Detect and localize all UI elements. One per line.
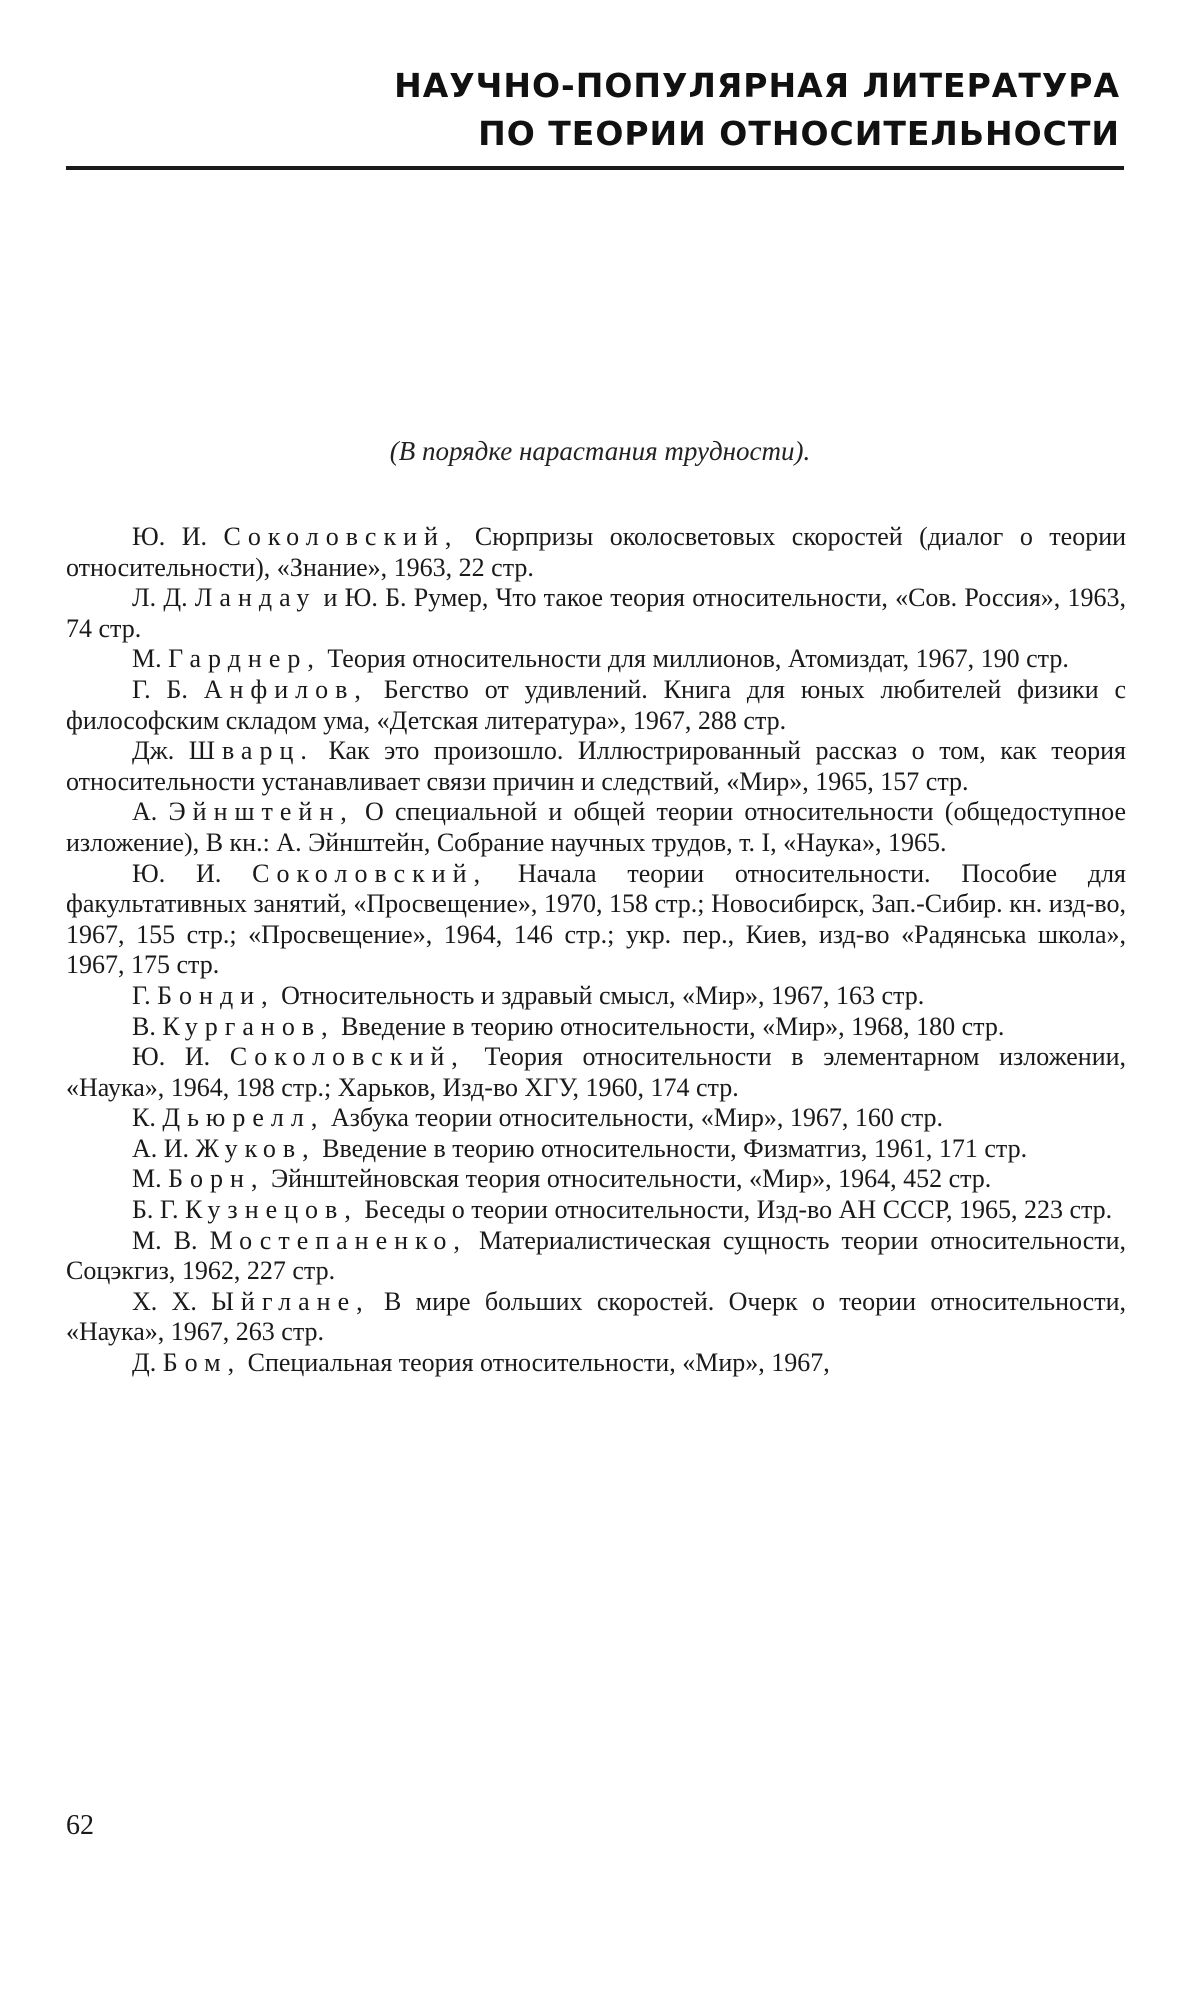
entry-author: Дьюрелл, (162, 1103, 325, 1133)
entry-author: Кузнецов, (185, 1195, 358, 1225)
entry-initials: Г. Б. (132, 674, 188, 704)
entry-author: Бонди, (157, 980, 275, 1010)
entry-citation: Беседы о теории относительности, Изд-во АН СССР, 1965, 223 стр. (364, 1195, 1113, 1225)
entry-citation: Азбука теории относительности, «Мир», 1967, 160 стр. (330, 1103, 944, 1133)
bibliography-entry (66, 1134, 1126, 1165)
entry-initials: Ю. И. (132, 858, 222, 888)
entry-author: Соколовский, (229, 1042, 465, 1072)
entry-initials: Д. (132, 1348, 157, 1378)
bibliography-entry (66, 1287, 1126, 1348)
entry-initials: М. (132, 1164, 162, 1194)
section-heading (394, 62, 1120, 158)
entry-initials: Л. Д. (132, 583, 188, 613)
heading-divider (66, 166, 1124, 170)
entry-author: Соколовский, (223, 522, 459, 551)
entry-citation: Как это произошло. Иллюстрированный рассказ о том, как теория относительности устанавливает связи причин и следствий, «Мир», 1965, 157 стр. (66, 736, 1127, 796)
entry-initials: Дж. (132, 736, 175, 766)
bibliography-entry (66, 1164, 1126, 1195)
bibliography-entry (66, 1012, 1126, 1043)
entry-author: Соколовский, (252, 858, 488, 888)
entry-citation: Введение в теорию относительности, Физматгиз, 1961, 171 стр. (322, 1133, 1028, 1163)
entry-citation: Теория относительности в элементарном изложении, «Наука», 1964, 198 стр.; Харьков, Изд-во ХГУ, 1960, 174 стр. (66, 1042, 1127, 1102)
bibliography-entry (66, 1195, 1126, 1226)
ordering-note: (В порядке нарастания трудности). (389, 436, 811, 466)
entry-citation: Материалистическая сущность теории относительности, Соцэкгиз, 1962, 227 стр. (66, 1225, 1127, 1286)
entry-citation: Начала теории относительности. Пособие для факультативных занятий, «Просвещение», 1970, 158 стр.; Новосибирск, Зап.-Сибир. кн. изд-во, 1967, 155 стр.; «Просвещение», 1964, 146 стр.; укр. пер., Киев, изд-во «Радянська школа», 1967, 175 стр. (66, 858, 1127, 980)
entry-author: Бом, (162, 1348, 242, 1378)
entry-author: Гарднер, (168, 644, 321, 674)
entry-initials: М. В. (132, 1225, 198, 1255)
entry-initials: А. И. (132, 1133, 190, 1163)
bibliography-list (66, 522, 1126, 1379)
entry-citation: Бегство от удивлений. Книга для юных любителей физики с философским складом ума, «Детская литература», 1967, 288 стр. (66, 674, 1127, 735)
bibliography-entry (66, 644, 1126, 675)
bibliography-entry (66, 797, 1126, 858)
entry-author: Курганов, (162, 1011, 335, 1041)
bibliography-entry (66, 1042, 1126, 1103)
bibliography-entry (66, 1226, 1126, 1287)
entry-initials: К. (132, 1103, 156, 1133)
entry-initials: В. (132, 1011, 156, 1041)
bibliography-entry (66, 981, 1126, 1012)
entry-author: Жуков, (195, 1133, 316, 1163)
entry-citation: Сюрпризы околосветовых скоростей (диалог о теории относительности), «Знание», 1963, 22 стр. (66, 522, 1127, 582)
page-number: 62 (66, 1810, 94, 1841)
entry-citation: Относительность и здравый смысл, «Мир», 1967, 163 стр. (281, 980, 925, 1010)
entry-initials: Б. Г. (132, 1195, 179, 1225)
bibliography-entry (66, 1348, 1126, 1379)
section-heading-line-1: НАУЧНО-ПОПУЛЯРНАЯ ЛИТЕРАТУРА (394, 66, 1120, 105)
entry-author: Шварц. (188, 736, 314, 766)
bibliography-entry (66, 675, 1126, 736)
entry-author: Ыйглане, (211, 1286, 370, 1316)
entry-author: Анфилов, (203, 674, 368, 704)
entry-author: Эйнштейн, (168, 797, 354, 827)
entry-author: Мостепаненко, (209, 1225, 467, 1255)
bibliography-entry (66, 583, 1126, 644)
entry-author: Ландау (194, 583, 317, 613)
entry-citation: Теория относительности для миллионов, Атомиздат, 1967, 190 стр. (327, 644, 1069, 674)
entry-citation: Введение в теорию относительности, «Мир», 1968, 180 стр. (341, 1011, 1005, 1041)
entry-citation: Эйнштейновская теория относительности, «Мир», 1964, 452 стр. (270, 1164, 992, 1194)
entry-author: Борн, (168, 1164, 265, 1194)
entry-initials: М. (132, 644, 162, 674)
bibliography-entry (66, 1103, 1126, 1134)
bibliography-entry (66, 522, 1126, 583)
bibliography-entry (66, 736, 1126, 797)
bibliography-entry (66, 859, 1126, 981)
entry-citation: Специальная теория относительности, «Мир», 1967, (247, 1348, 830, 1378)
entry-initials: Ю. И. (132, 522, 207, 551)
entry-initials: А. (132, 797, 158, 827)
entry-citation: О специальной и общей теории относительности (общедоступное изложение), В кн.: А. Эйнштейн, Собрание научных трудов, т. I, «Наука», 1965. (66, 797, 1127, 857)
entry-initials: Х. Х. (132, 1286, 197, 1316)
entry-initials: Г. (132, 980, 151, 1010)
entry-citation: В мире больших скоростей. Очерк о теории относительности, «Наука», 1967, 263 стр. (66, 1286, 1126, 1347)
entry-citation: и Ю. Б. Румер, Что такое теория относительности, «Сов. Россия», 1963, 74 стр. (66, 583, 1126, 643)
section-heading-line-2: ПО ТЕОРИИ ОТНОСИТЕЛЬНОСТИ (478, 114, 1120, 153)
entry-initials: Ю. И. (132, 1042, 211, 1072)
